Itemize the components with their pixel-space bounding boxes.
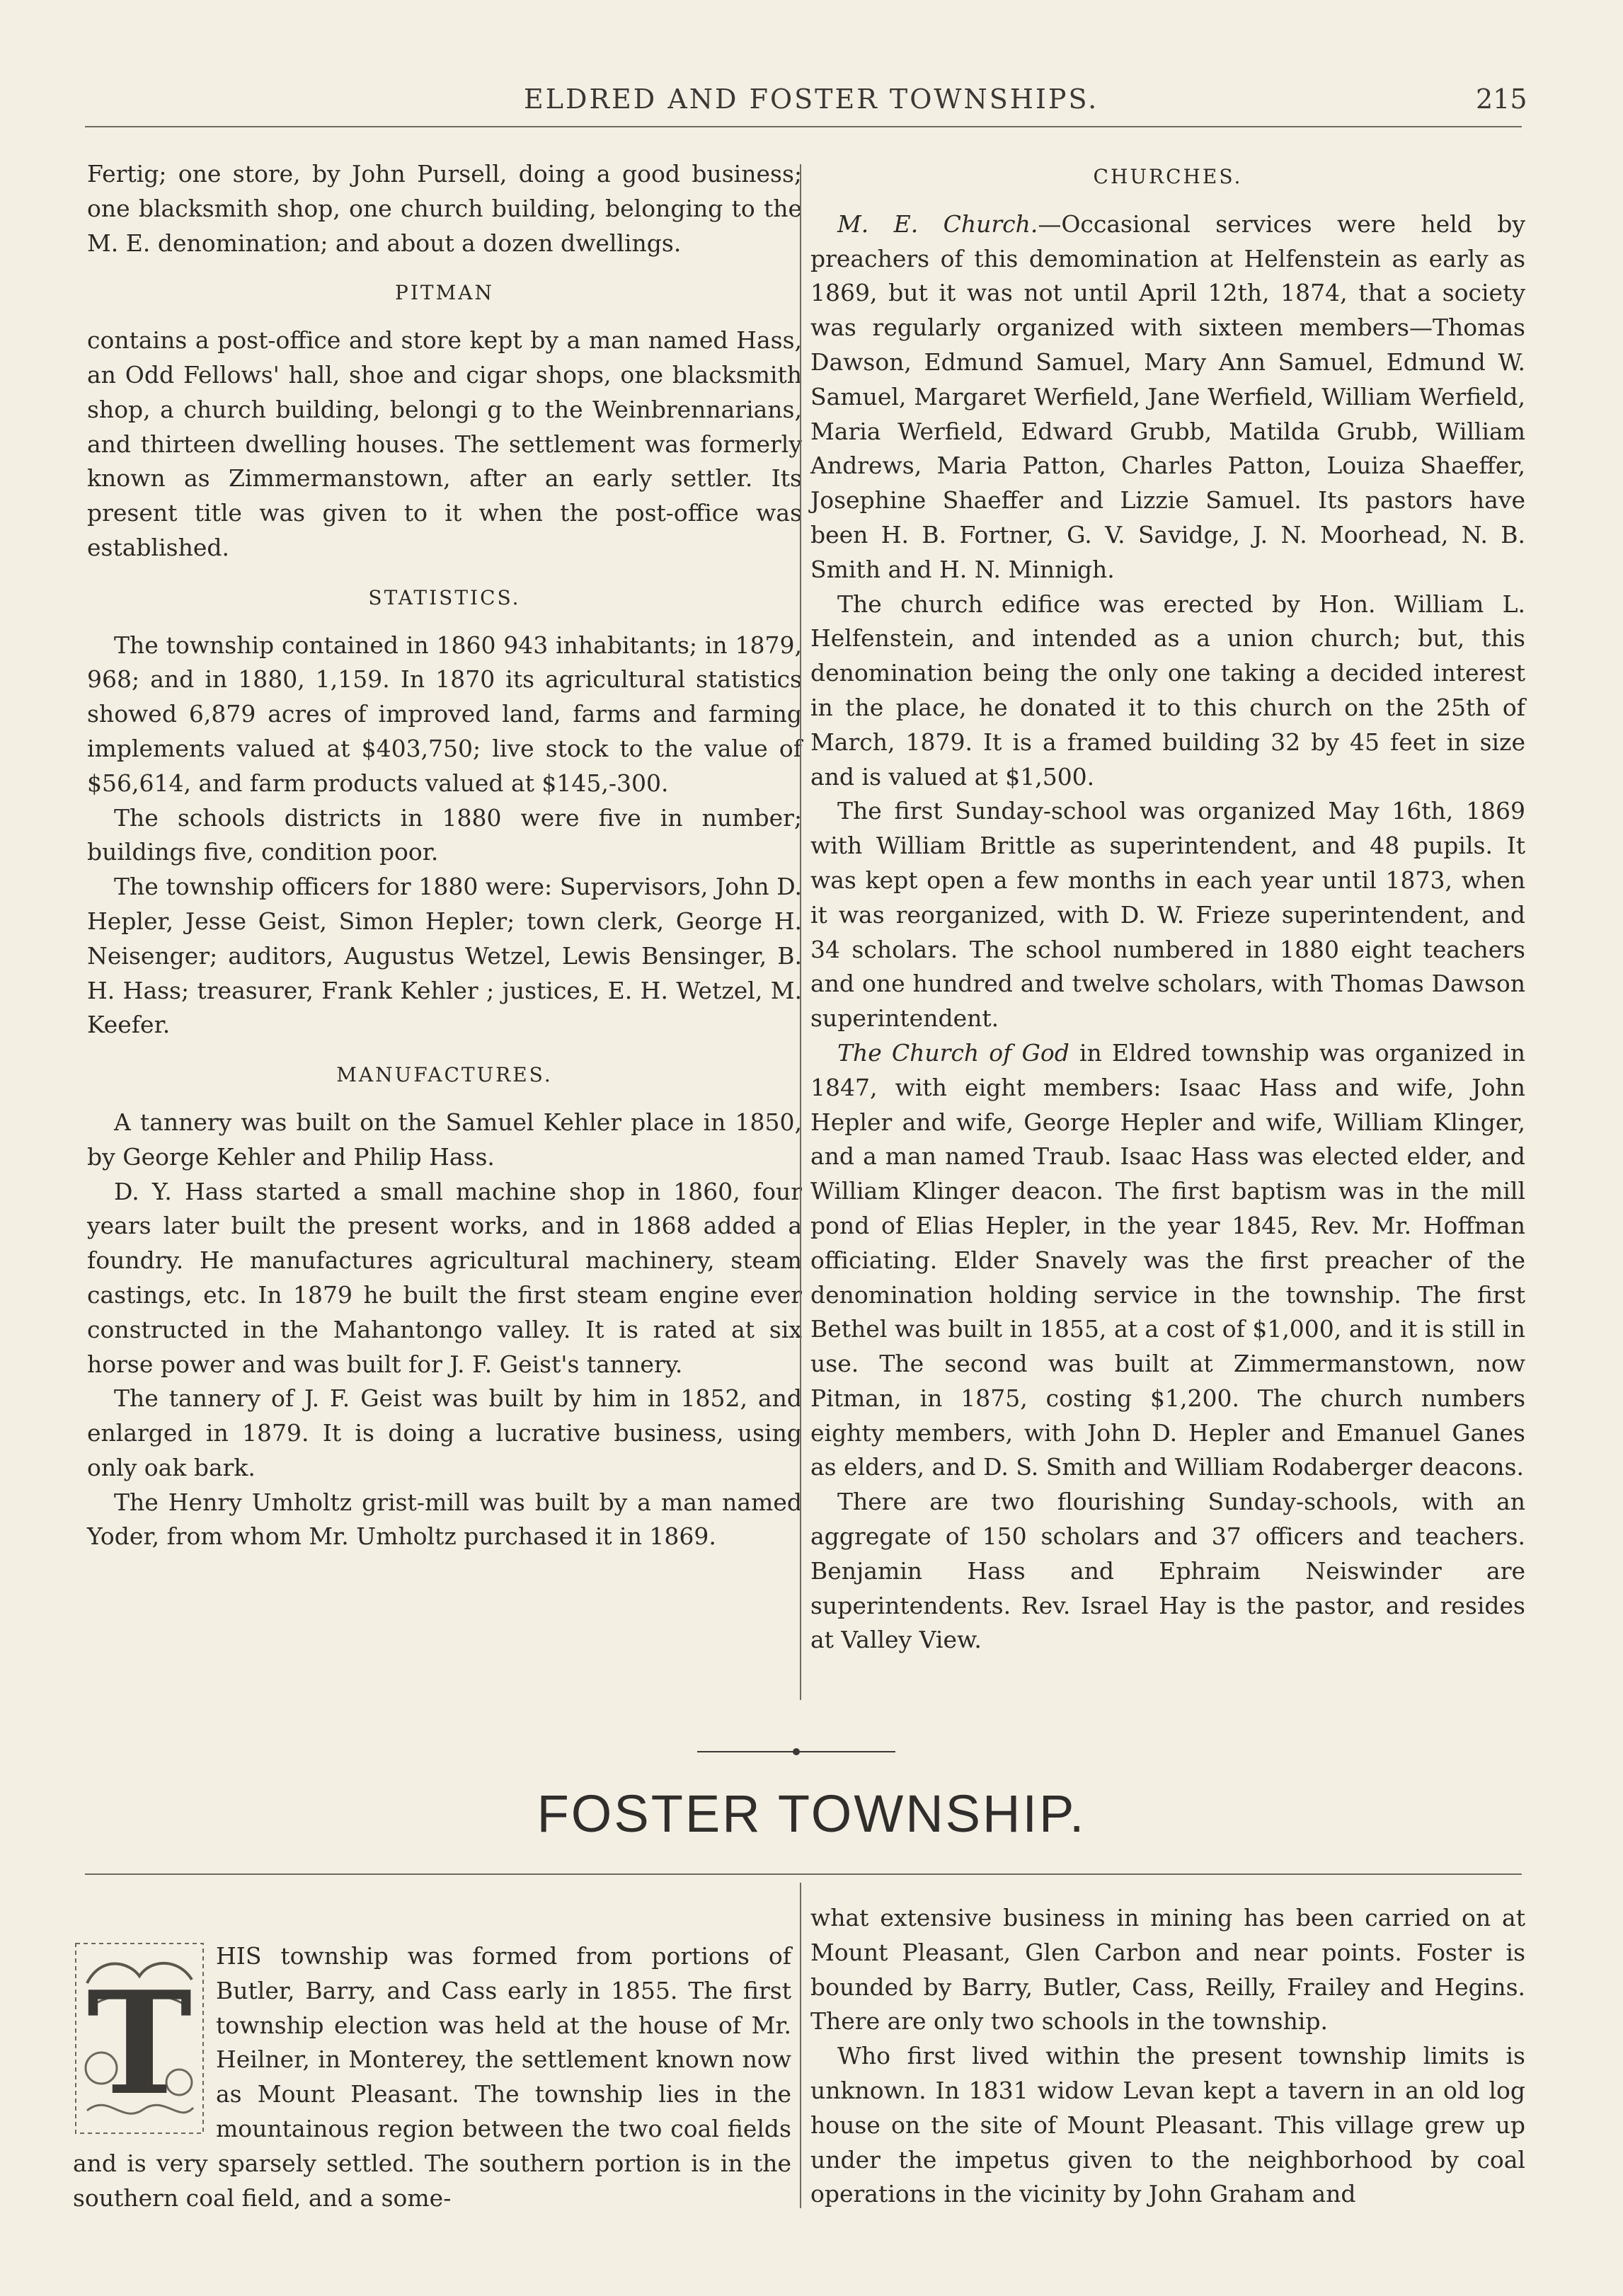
church-of-god-label: The Church of God (837, 1038, 1069, 1067)
pitman-paragraph: contains a post-office and store kept by a man named Hass, an Odd Fellows' hall, shoe and cigar shops, one blacksmith shop, a church building, belongi g to the Weinbrennarians, and thirteen dwelling houses. The settlement was formerly known as Zimmermanstown, after an early settler. Its present title was given to it when the post-office was established. (87, 326, 802, 561)
pitman-heading: PITMAN (395, 281, 494, 305)
statistics-heading: STATISTICS. (368, 585, 521, 609)
statistics-paragraph-1: The township contained in 1860 943 inhabitants; in 1879, 968; and in 1880, 1,159. In 1870 its agricultural statistics showed 6,879 acres of improved land, farms and farming implements valued at $403,750; live stock to the value of $56,614, and farm products valued at $145,-300. (87, 631, 802, 797)
running-head (0, 84, 1623, 126)
manufactures-paragraph-3: The tannery of J. F. Geist was built by him in 1852, and enlarged in 1879. It is doing a lucrative business, using only oak bark. (87, 1384, 802, 1481)
section-rule (85, 1873, 1522, 1875)
intro-paragraph: Fertig; one store, by John Pursell, doing a good business; one blacksmith shop, one church building, belonging to the M. E. denomination; and about a dozen dwellings. (87, 160, 802, 257)
page-number: 215 (1476, 84, 1527, 115)
statistics-paragraph-2: The schools districts in 1880 were five in number; buildings five, condition poor. (87, 803, 802, 866)
me-church-paragraph-1 (810, 207, 1525, 587)
me-church-text: —Occasional services were held by preachers of this demomination at Helfenstein as early as 1869, but it was not until April 12th, 1874, that a society was regularly organized with sixteen members—Thomas Dawson, Edmund Samuel, Mary Ann Samuel, Edmund W. Samuel, Margaret Werfield, Jane Werfield, William Werfield, Maria Werfield, Edward Grubb, Matilda Grubb, William Andrews, Maria Patton, Charles Patton, Louiza Shaeffer, Josephine Shaeffer and Lizzie Samuel. Its pastors have been H. B. Fortner, G. V. Savidge, J. N. Moorhead, N. B. Smith and H. N. Minnigh. (810, 209, 1525, 583)
right-column-bottom (810, 1901, 1525, 2212)
me-church-label: M. E. Church. (837, 209, 1038, 238)
church-of-god-text: in Eldred township was organized in 1847, with eight members: Isaac Hass and wife, John Hepler and wife, George Hepler and wife, William Klinger, and a man named Traub. Isaac Hass was elected elder, and William Klinger deacon. The first baptism was in the mill pond of Elias Hepler, in the year 1845, Rev. Mr. Hoffman officiating. Elder Snavely was the first preacher of the denomination holding service in the township. The first Bethel was built in 1855, at a cost of $1,000, and it is still in use. The second was built at Zimmermanstown, now Pitman, in 1875, costing $1,200. The church numbers eighty members, with John D. Hepler and Emanuel Ganes as elders, and D. S. Smith and William Rodaberger deacons. (810, 1038, 1525, 1481)
left-column-top (87, 157, 802, 1554)
right-column-top (810, 157, 1525, 1658)
foster-township-title: FOSTER TOWNSHIP. (537, 1784, 1086, 1843)
running-title: ELDRED AND FOSTER TOWNSHIPS. (524, 84, 1099, 115)
header-rule (85, 126, 1522, 127)
foster-paragraph-1: what extensive business in mining has been carried on at Mount Pleasant, Glen Carbon and near points. Foster is bounded by Barry, Butler, Cass, Reilly, Frailey and Hegins. There are only two schools in the township. (810, 1904, 1525, 2036)
foster-paragraph-2: Who first lived within the present township limits is unknown. In 1831 widow Levan kept a tavern in an old log house on the site of Mount Pleasant. This village grew up under the impetus given to the neighborhood by coal operations in the vicinity by John Graham and (810, 2042, 1525, 2208)
me-church-paragraph-3: The first Sunday-school was organized May 16th, 1869 with William Brittle as superintendent, and 48 pupils. It was kept open a few months in each year until 1873, when it was reorganized, with D. W. Frieze superintendent, and 34 scholars. The school numbered in 1880 eight teachers and one hundred and twelve scholars, with Thomas Dawson superintendent. (810, 797, 1525, 1033)
manufactures-paragraph-4: The Henry Umholtz grist-mill was built by a man named Yoder, from whom Mr. Umholtz purchased it in 1869. (87, 1488, 802, 1551)
foster-intro-paragraph: HIS township was formed from portions of Butler, Barry, and Cass early in 1855. The first township election was held at the house of Mr. Heilner, in Monterey, the settlement known now as Mount Pleasant. The township lies in the mountainous region between the two coal fields and is very sparsely settled. The southern portion is in the southern coal field, and a some- (73, 1942, 791, 2212)
statistics-paragraph-3: The township officers for 1880 were: Supervisors, John D. Hepler, Jesse Geist, Simon Hepler; town clerk, George H. Neisenger; auditors, Augustus Wetzel, Lewis Bensinger, B. H. Hass; treasurer, Frank Kehler ; justices, E. H. Wetzel, M. Keefer. (87, 873, 802, 1039)
column-divider-bottom (800, 1883, 801, 2208)
manufactures-heading: MANUFACTURES. (336, 1063, 553, 1087)
dropcap-letter: T (86, 1961, 193, 2127)
manufactures-paragraph-1: A tannery was built on the Samuel Kehler place in 1850, by George Kehler and Philip Hass. (87, 1108, 802, 1171)
column-divider-top (800, 164, 801, 1700)
left-column-bottom (73, 1939, 791, 2215)
church-of-god-paragraph-2: There are two flourishing Sunday-schools, with an aggregate of 150 scholars and 37 officers and teachers. Benjamin Hass and Ephraim Neiswinder are superintendents. Rev. Israel Hay is the pastor, and resides at Valley View. (810, 1488, 1525, 1654)
me-church-paragraph-2: The church edifice was erected by Hon. William L. Helfenstein, and intended as a union church; but, this denomination being the only one taking a decided interest in the place, he donated it to this church on the 25th of March, 1879. It is a framed building 32 by 45 feet in size and is valued at $1,500. (810, 590, 1525, 791)
manufactures-paragraph-2: D. Y. Hass started a small machine shop in 1860, four years later built the present works, and in 1868 added a foundry. He manufactures agricultural machinery, steam castings, etc. In 1879 he built the first steam engine ever constructed in the Mahantongo valley. It is rated at six horse power and was built for J. F. Geist's tannery. (87, 1177, 802, 1378)
ornament-divider (697, 1747, 895, 1757)
churches-heading: CHURCHES. (1093, 165, 1243, 188)
ornate-dropcap-icon (73, 1941, 206, 2136)
church-of-god-paragraph-1 (810, 1036, 1525, 1485)
